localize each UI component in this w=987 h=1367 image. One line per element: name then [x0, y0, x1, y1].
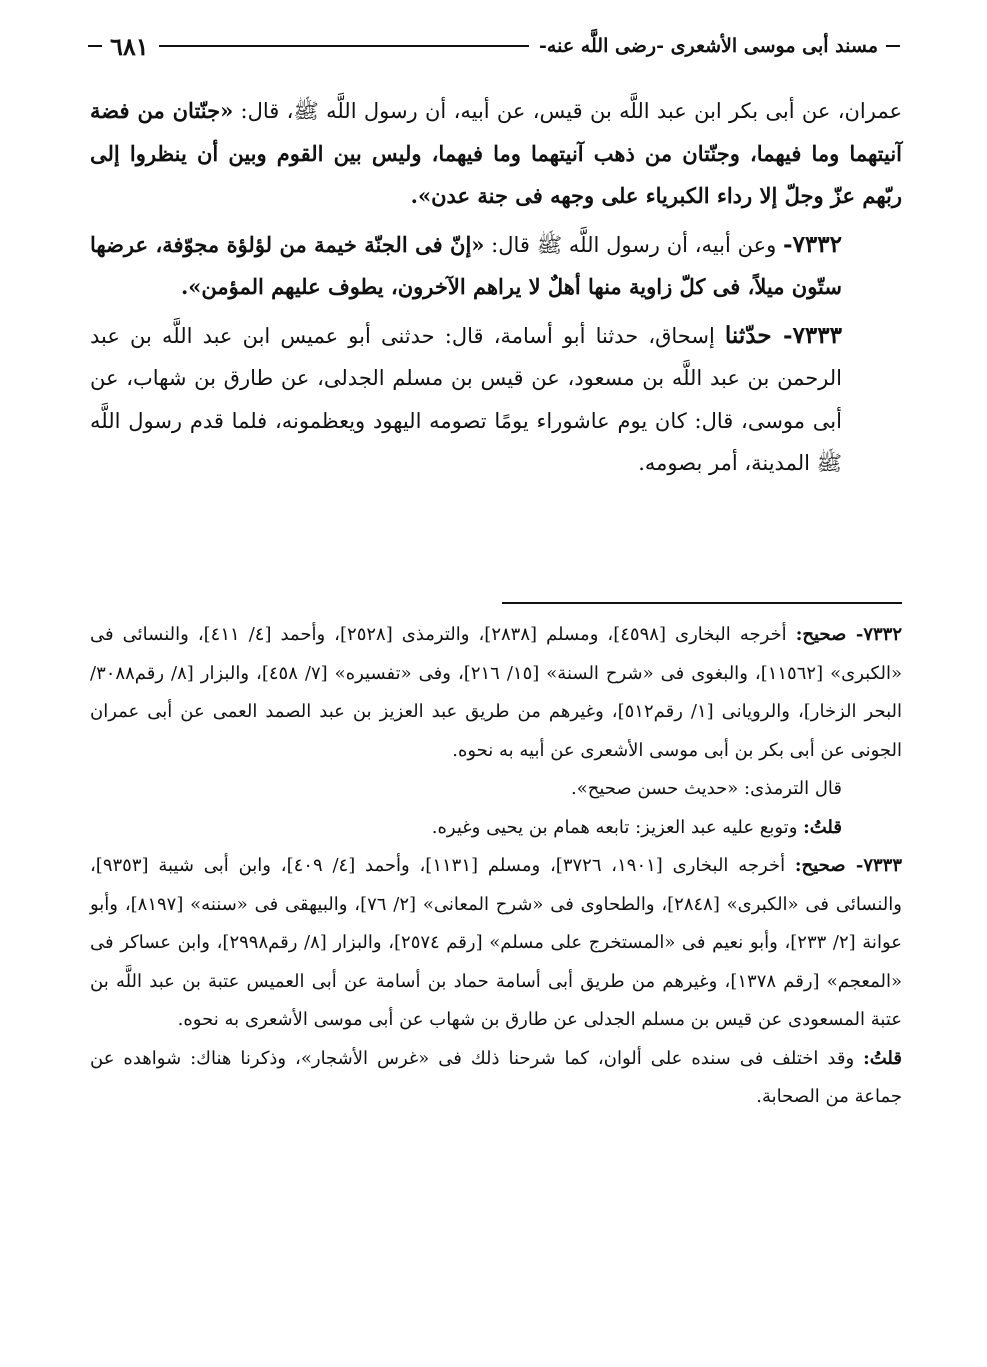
footnote-label: ٧٣٣٢- صحيح: — [795, 624, 902, 645]
footnote-7333 — [90, 847, 902, 1040]
footnote-label: ٧٣٣٣- صحيح: — [794, 855, 902, 876]
footnote-text: وقد اختلف فى سنده على ألوان، كما شرحنا ذلك فى «غرس الأشجار»، وذكرنا هناك: شواهده عن جماعة من الصحابة. — [90, 1047, 902, 1107]
hadith-number: ٧٣٣٢- — [783, 230, 842, 258]
footnote-text: أخرجه البخارى [١٩٠١، ٣٧٢٦]، ومسلم [١١٣١]، وأحمد [٤/ ٤٠٩]، وابن أبى شيبة [٩٣٥٣]، والنسائى فى «الكبرى» [٢٨٤٨]، والطحاوى فى «شرح المعانى» [٢/ ٧٦]، والبيهقى فى «سننه» [٨١٩٧]، وأبو عوانة [٢/ ٢٣٣]، وأبو نعيم فى «المستخرج على مسلم» [رقم ٢٥٧٤]، والبزار [٨/ رقم٢٩٩٨]، وابن عساكر فى «المعجم» [رقم ١٣٧٨]، وغيرهم من طريق أبى أسامة حماد بن أسامة عن أبى العميس عتبة بن عبد اللَّه بن عتبة المسعودى عن قيس بن مسلم الجدلى عن طارق بن شهاب عن أبى موسى الأشعرى به نحوه. — [90, 855, 902, 1030]
running-header — [88, 28, 900, 64]
header-dash — [886, 45, 900, 47]
qultu-label: قلتُ: — [803, 816, 842, 838]
prophetic-quote: «إنّ فى الجنّة خيمة من لؤلؤة مجوّفة، عرضها ستّون ميلاً، فى كلّ زاوية منها أهلٌ لا يراهم الآخرون، يطوف عليهم المؤمن». — [90, 231, 842, 299]
isnad-lead-word: حدّثنا — [724, 321, 784, 349]
footnote-7332 — [90, 616, 902, 770]
narration-text: إسحاق، حدثنا أبو أسامة، قال: حدثنى أبو عميس ابن عبد اللَّه بن عبد الرحمن بن عبد اللَّه بن مسعود، عن قيس بن مسلم الجدلى، عن طارق بن شهاب، عن أبى موسى، قال: كان يوم عاشوراء يومًا تصومه اليهود ويعظمونه، فلما قدم رسول اللَّه ﷺ المدينة، أمر بصومه. — [90, 323, 842, 475]
hadith-7331-continuation — [90, 90, 902, 218]
hadith-number: ٧٣٣٣- — [783, 321, 842, 349]
hadith-7332 — [90, 224, 902, 309]
footnote-separator — [502, 602, 902, 604]
header-rule — [159, 45, 529, 47]
footnotes — [90, 616, 902, 1117]
narration-text: وعن أبيه، أن رسول اللَّه ﷺ قال: — [484, 232, 784, 257]
footnote-author-note — [90, 809, 902, 848]
header-title: مسند أبى موسى الأشعرى -رضى اللَّه عنه- — [539, 35, 878, 57]
footnote-text: وتوبع عليه عبد العزيز: تابعه همام بن يحيى وغيره. — [431, 816, 804, 838]
hadith-7333 — [90, 315, 902, 485]
footnote-text: أخرجه البخارى [٤٥٩٨]، ومسلم [٢٨٣٨]، والترمذى [٢٥٢٨]، وأحمد [٤/ ٤١١]، والنسائى فى «الكبرى» [١١٥٦٢]، والبغوى فى «شرح السنة» [١٥/ ٢١٦]، وفى «تفسيره» [٧/ ٤٥٨]، والبزار [٨/ رقم٣٠٨٨/ البحر الزخار]، والرويانى [١/ رقم٥١٢]، وغيرهم من طريق عبد العزيز بن عبد الصمد العمى عن أبى عمران الجونى عن أبى بكر بن أبى موسى الأشعرى عن أبيه به نحوه. — [90, 624, 902, 761]
header-dash — [88, 45, 102, 47]
prophetic-quote: «جنّتان من فضة آنيتهما وما فيهما، وجنّتان من ذهب آنيتهما وما فيهما، وليس بين القوم وبين أن ينظروا إلى ربّهم عزّ وجلّ إلا رداء الكبرياء على وجهه فى جنة عدن». — [90, 98, 902, 208]
page-number: ٦٨١ — [110, 31, 149, 61]
main-text — [90, 90, 902, 491]
qultu-label: قلتُ: — [863, 1047, 902, 1069]
footnote-tirmidhi-grade: قال الترمذى: «حديث حسن صحيح». — [571, 778, 842, 799]
footnote-author-note — [90, 1040, 902, 1117]
narration-text: عمران، عن أبى بكر ابن عبد اللَّه بن قيس، عن أبيه، أن رسول اللَّه ﷺ، قال: — [233, 99, 903, 123]
